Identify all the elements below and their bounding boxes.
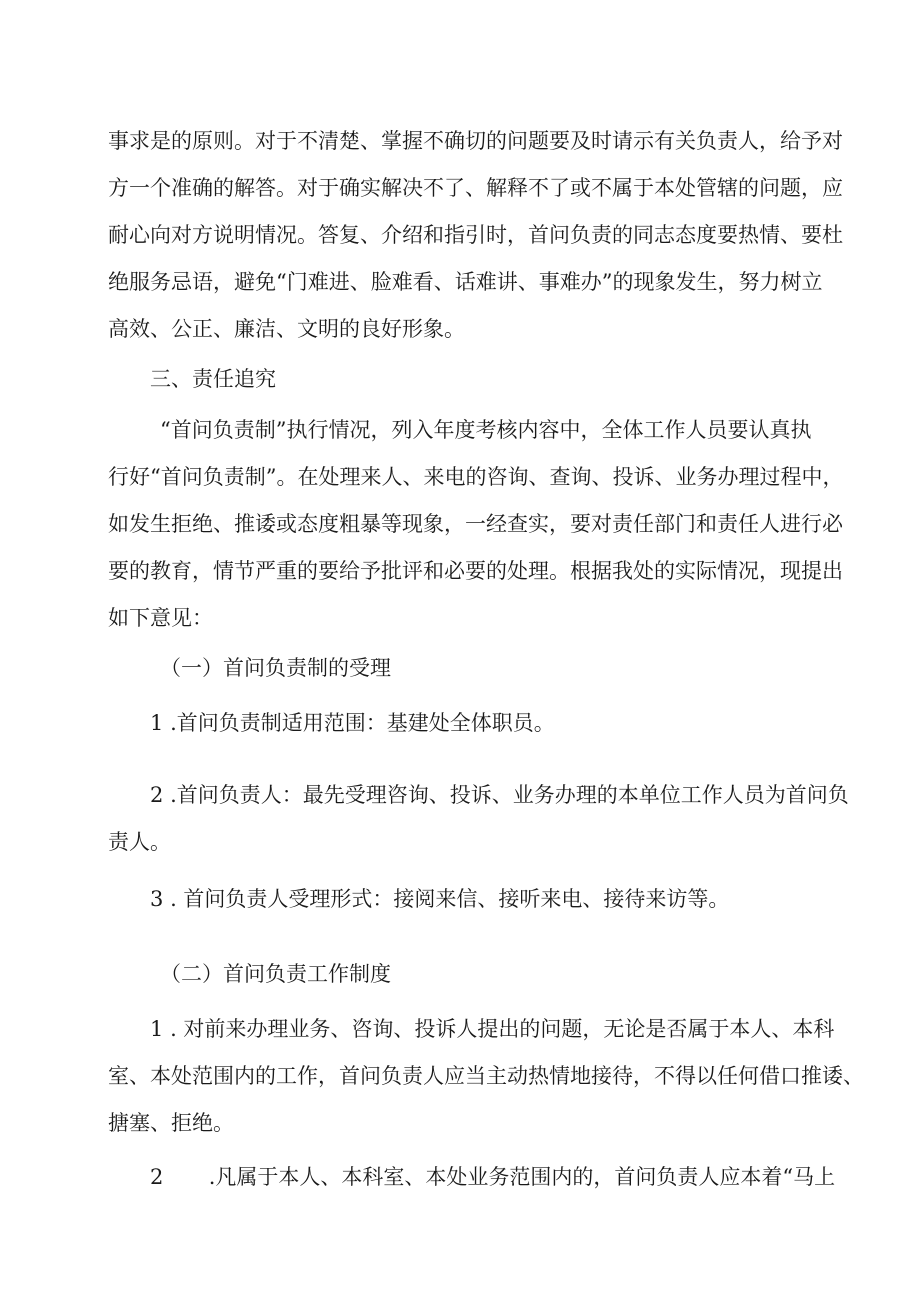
list-item	[150, 878, 729, 920]
item-text: . 首问负责人受理形式：接阅来信、接听来电、接待来访等。	[170, 887, 730, 911]
item-text: .首问负责制适用范围：基建处全体职员。	[170, 711, 555, 735]
list-item-continuation: 搪塞、拒绝。	[108, 1111, 234, 1135]
paragraph-line: “首问负责制”执行情况，列入年度考核内容中，全体工作人员要认真执	[160, 418, 812, 442]
item-number: 1	[150, 1017, 164, 1041]
list-item	[150, 774, 849, 816]
paragraph-line: 绝服务忌语，避免“门难进、脸难看、话难讲、事难办”的现象发生，努力树立	[108, 270, 823, 294]
paragraph-line: 行好“首问负责制”。在处理来人、来电的咨询、查询、投诉、业务办理过程中，	[108, 465, 844, 489]
paragraph-line: 事求是的原则。对于不清楚、掌握不确切的问题要及时请示有关负责人，给予对	[108, 129, 843, 153]
list-item-continuation: 室、本处范围内的工作，首问负责人应当主动热情地接待，不得以任何借口推诿、	[108, 1064, 864, 1088]
paragraph-line: 耐心向对方说明情况。答复、介绍和指引时，首问负责的同志态度要热情、要杜	[108, 223, 843, 247]
list-item	[150, 1008, 834, 1050]
paragraph-line: 如发生拒绝、推诿或态度粗暴等现象，一经查实，要对责任部门和责任人进行必	[108, 512, 843, 536]
list-item	[150, 1156, 835, 1198]
subsection-heading: （二）首问负责工作制度	[160, 962, 391, 986]
item-text: .首问负责人：最先受理咨询、投诉、业务办理的本单位工作人员为首问负	[170, 783, 849, 807]
item-text: .凡属于本人、本科室、本处业务范围内的，首问负责人应本着“马上	[208, 1165, 836, 1189]
item-number: 2	[150, 783, 164, 807]
list-item-continuation: 责人。	[108, 830, 171, 854]
item-text: . 对前来办理业务、咨询、投诉人提出的问题，无论是否属于本人、本科	[170, 1017, 835, 1041]
section-heading: 三、责任追究	[150, 367, 276, 391]
item-number: 3	[150, 887, 164, 911]
subsection-heading: （一）首问负责制的受理	[160, 656, 391, 680]
paragraph-line: 方一个准确的解答。对于确实解决不了、解释不了或不属于本处管辖的问题，应	[108, 176, 843, 200]
list-item	[150, 702, 555, 744]
paragraph-line: 要的教育，情节严重的要给予批评和必要的处理。根据我处的实际情况，现提出	[108, 559, 843, 583]
item-number: 1	[150, 711, 164, 735]
paragraph-line: 如下意见：	[108, 606, 213, 630]
paragraph-line: 高效、公正、廉洁、文明的良好形象。	[108, 317, 465, 341]
item-number: 2	[150, 1165, 164, 1189]
